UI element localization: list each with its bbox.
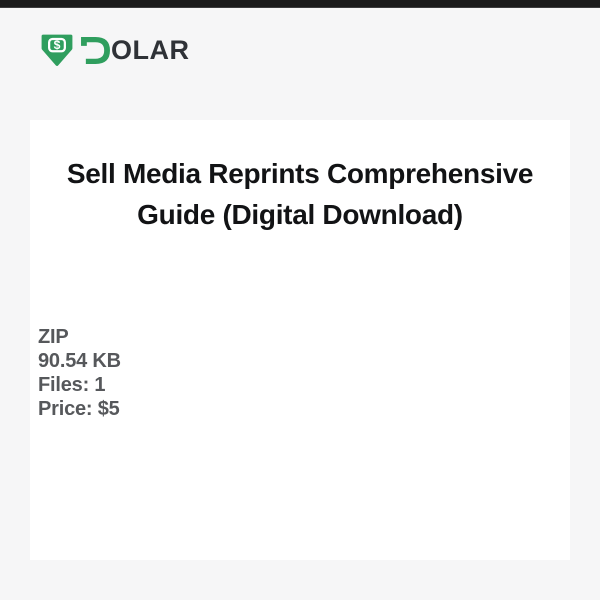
brand-5d-glyph: [81, 37, 110, 64]
top-bar: [0, 0, 600, 8]
price: Price: $5: [38, 398, 120, 420]
brand-logo[interactable]: [40, 33, 190, 67]
product-title-line-2: Guide (Digital Download): [137, 199, 463, 230]
site-header: [40, 33, 190, 67]
files-count: Files: 1: [38, 374, 106, 396]
dollar-download-arrow-icon: [40, 33, 74, 67]
product-card: [30, 120, 570, 560]
product-title: [30, 153, 570, 235]
dollar-sign-glyph: $: [53, 38, 61, 53]
file-format: ZIP: [38, 326, 69, 348]
brand-suffix-text: OLAR: [111, 34, 190, 65]
product-details: [38, 325, 121, 421]
product-title-line-1: Sell Media Reprints Comprehensive: [66, 158, 534, 189]
file-size: 90.54 KB: [38, 350, 121, 372]
brand-wordmark: [81, 36, 190, 64]
